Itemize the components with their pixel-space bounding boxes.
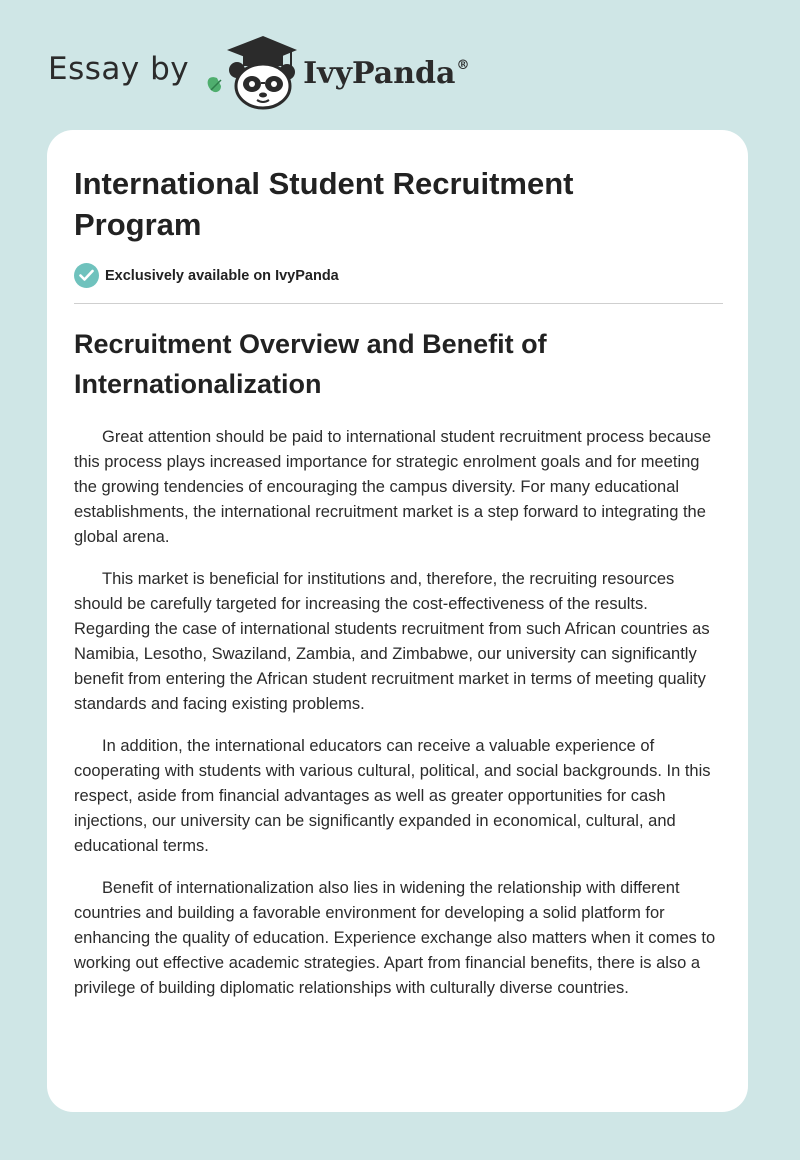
site-header bbox=[48, 34, 469, 110]
checkmark-icon bbox=[74, 263, 99, 288]
paragraph: Great attention should be paid to international student recruitment process because this process plays increased importance for strategic enrolment goals and for meeting the growing tendencies of encouraging the campus diversity. For many educational establishments, the international recruitment market is a step forward to integrating the global arena. bbox=[74, 428, 712, 546]
paragraph: In addition, the international educators can receive a valuable experience of cooperating with students with various cultural, political, and social backgrounds. In this respect, aside from financial advantages as well as greater opportunities for cash injections, our university can be significantly expanded in economical, cultural, and educational terms. bbox=[74, 737, 711, 855]
trademark-mark: ® bbox=[456, 57, 470, 73]
exclusive-label: Exclusively available on IvyPanda bbox=[105, 267, 339, 284]
essay-card bbox=[47, 130, 748, 1112]
paragraph: This market is beneficial for institutions and, therefore, the recruiting resources should be carefully targeted for increasing the cost-effectiveness of the results. Regarding the case of international students recruitment from such African countries as Namibia, Lesotho, Swaziland, Zambia, and Zimbabwe, our university can significantly benefit from entering the African student recruitment market in terms of meeting quality standards and facing existing problems. bbox=[74, 570, 710, 713]
divider bbox=[74, 303, 723, 304]
ivypanda-logo[interactable] bbox=[203, 34, 299, 110]
exclusive-badge bbox=[74, 263, 339, 288]
brand-name[interactable]: IvyPanda® bbox=[303, 55, 470, 91]
panda-graduate-icon bbox=[203, 34, 299, 110]
paragraph: Benefit of internationalization also lies in widening the relationship with different countries and building a favorable environment for developing a solid platform for enhancing the quality of education. Experience exchange also matters when it comes to working out effective academic strategies. Apart from financial benefits, there is also a privilege of building diplomatic relationships with culturally diverse countries. bbox=[74, 879, 716, 997]
essay-body bbox=[74, 425, 723, 1018]
page-title: International Student Recruitment Program bbox=[74, 166, 574, 242]
essay-by-label: Essay by bbox=[48, 51, 190, 87]
section-heading: Recruitment Overview and Benefit of Internationalization bbox=[74, 329, 547, 399]
